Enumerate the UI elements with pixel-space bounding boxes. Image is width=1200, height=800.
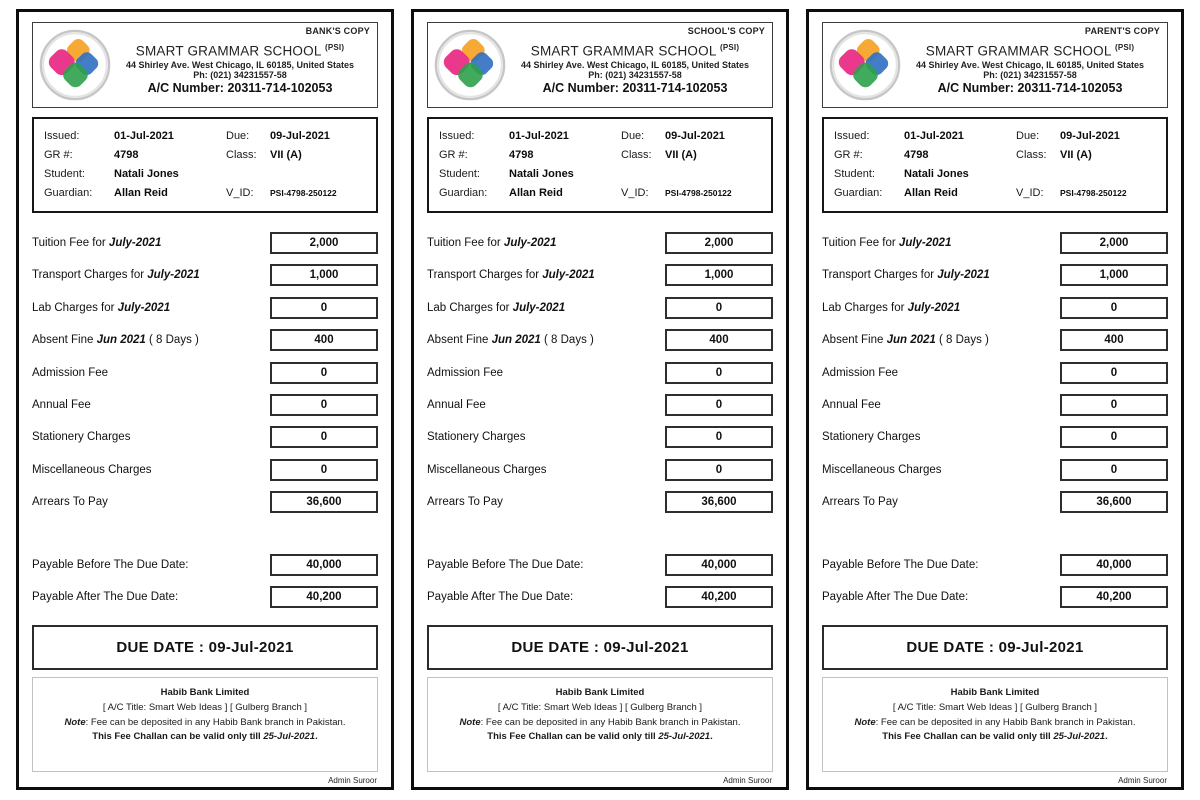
fee-row-stationery (427, 425, 773, 449)
vid-label: V_ID: (621, 186, 649, 199)
fee-amount: 0 (665, 426, 773, 448)
payable-after-amount: 40,200 (665, 586, 773, 608)
payable-after-label: Payable After The Due Date: (822, 590, 969, 603)
fee-label (32, 431, 130, 443)
guardian-name: Allan Reid (114, 186, 168, 199)
school-logo-icon (829, 29, 901, 101)
fee-label-month: July-2021 (108, 237, 162, 249)
fee-label (32, 367, 108, 379)
fee-rows (822, 231, 1168, 523)
fee-amount: 400 (665, 329, 773, 351)
validity-date: 25-Jul-2021 (263, 731, 316, 743)
fee-label-text: Tuition Fee for (822, 237, 899, 249)
fee-amount: 2,000 (270, 232, 378, 254)
guardian-name: Allan Reid (904, 186, 958, 199)
info-row-issued-due (834, 126, 1156, 145)
payable-before-amount: 40,000 (270, 554, 378, 576)
fee-row-arrears (427, 490, 773, 514)
gr-label: GR #: (834, 148, 863, 161)
due-date: 09-Jul-2021 (1060, 129, 1120, 142)
payable-before-label: Payable Before The Due Date: (822, 558, 979, 571)
fee-amount: 0 (1060, 362, 1168, 384)
fee-amount: 36,600 (270, 491, 378, 513)
fee-amount: 0 (270, 394, 378, 416)
info-row-student (834, 164, 1156, 183)
student-name: Natali Jones (509, 167, 574, 180)
fee-label (822, 399, 881, 411)
school-logo-icon (434, 29, 506, 101)
info-row-student (44, 164, 366, 183)
fee-label-month: July-2021 (512, 301, 566, 314)
fee-label (32, 302, 170, 314)
gr-label: GR #: (439, 148, 468, 161)
student-info-box (822, 117, 1168, 213)
payable-after-row (32, 585, 378, 609)
fee-label-month: July-2021 (907, 301, 961, 314)
school-phone: Ph: (021) 34231557-58 (983, 70, 1077, 81)
fee-row-tuition (822, 231, 1168, 255)
fee-label (427, 496, 503, 508)
student-info-box (32, 117, 378, 213)
school-logo-icon (39, 29, 111, 101)
fee-label (822, 302, 960, 314)
fee-label (32, 237, 161, 249)
school-name-suffix: (PSI) (325, 42, 345, 52)
fee-amount: 0 (1060, 394, 1168, 416)
fee-amount: 36,600 (1060, 491, 1168, 513)
voucher-id: PSI-4798-250122 (270, 187, 337, 198)
due-date-banner: DUE DATE : 09-Jul-2021 (822, 625, 1168, 670)
fee-label-text: Miscellaneous Charges (427, 463, 547, 476)
fee-label-month: July-2021 (898, 237, 952, 249)
copy-label: BANK'S COPY (305, 26, 370, 36)
student-label: Student: (834, 167, 875, 180)
fee-label-text: Annual Fee (427, 398, 486, 411)
fee-challan (16, 9, 394, 790)
fee-label-text: Arrears To Pay (32, 496, 108, 509)
info-row-guardian-vid (44, 183, 366, 202)
class-value: VII (A) (1060, 148, 1092, 161)
bank-note-box (32, 677, 378, 772)
school-phone: Ph: (021) 34231557-58 (193, 70, 287, 81)
fee-label-text: Arrears To Pay (427, 496, 503, 509)
vid-label: V_ID: (1016, 186, 1044, 199)
info-row-issued-due (44, 126, 366, 145)
payable-section (32, 553, 378, 618)
payable-after-amount: 40,200 (1060, 586, 1168, 608)
payable-section (427, 553, 773, 618)
fee-row-tuition (32, 231, 378, 255)
fee-label-text: Transport Charges for (32, 269, 148, 282)
bank-name: Habib Bank Limited (555, 687, 645, 699)
fee-label-text: Absent Fine (822, 334, 887, 347)
fee-label-month: July-2021 (147, 269, 200, 282)
fee-label-extra: ( 8 Days ) (540, 334, 594, 347)
student-info-box (427, 117, 773, 213)
fee-label (32, 496, 108, 508)
due-date: 09-Jul-2021 (270, 129, 330, 142)
bank-name: Habib Bank Limited (160, 687, 250, 699)
fee-label (427, 431, 525, 443)
fee-row-transport (822, 263, 1168, 287)
challan-header (32, 22, 378, 108)
school-name-text: SMART GRAMMAR SCHOOL (925, 43, 1112, 59)
fee-row-miscellaneous (427, 458, 773, 482)
fee-row-absent-fine (822, 328, 1168, 352)
payable-after-amount: 40,200 (270, 586, 378, 608)
bank-account-title: [ A/C Title: Smart Web Ideas ] [ Gulberg Branch ] (102, 702, 308, 714)
due-date-banner: DUE DATE : 09-Jul-2021 (427, 625, 773, 670)
fee-row-absent-fine (427, 328, 773, 352)
fee-label (427, 334, 594, 346)
payable-before-amount: 40,000 (665, 554, 773, 576)
school-name (901, 43, 1159, 59)
info-row-guardian-vid (834, 183, 1156, 202)
fee-amount: 0 (665, 394, 773, 416)
class-value: VII (A) (665, 148, 697, 161)
school-account-number: A/C Number: 20311-714-102053 (937, 81, 1123, 96)
fee-label-month: July-2021 (542, 269, 595, 282)
guardian-label: Guardian: (834, 186, 883, 199)
bank-note-box (427, 677, 773, 772)
school-name-text: SMART GRAMMAR SCHOOL (135, 43, 322, 59)
fee-label-month: July-2021 (503, 237, 557, 249)
gr-label: GR #: (44, 148, 73, 161)
due-label: Due: (621, 129, 645, 142)
fee-amount: 1,000 (1060, 264, 1168, 286)
fee-label (427, 399, 486, 411)
due-label: Due: (1016, 129, 1040, 142)
fee-label (822, 464, 942, 476)
student-label: Student: (44, 167, 85, 180)
fee-label-text: Lab Charges for (427, 301, 513, 314)
student-label: Student: (439, 167, 480, 180)
payable-after-label: Payable After The Due Date: (427, 590, 574, 603)
fee-label-text: Stationery Charges (32, 431, 131, 444)
class-label: Class: (621, 148, 652, 161)
fee-row-admission (32, 361, 378, 385)
fee-label-month: Jun 2021 (886, 334, 936, 347)
fee-label (32, 269, 200, 281)
guardian-label: Guardian: (44, 186, 93, 199)
fee-amount: 0 (270, 459, 378, 481)
fee-row-admission (822, 361, 1168, 385)
fee-challan (411, 9, 789, 790)
note-label: Note (64, 716, 86, 728)
fee-label-text: Transport Charges for (427, 269, 543, 282)
fee-amount: 0 (270, 297, 378, 319)
fee-amount: 2,000 (665, 232, 773, 254)
validity-date: 25-Jul-2021 (1053, 731, 1106, 743)
note-text: : Fee can be deposited in any Habib Bank branch in Pakistan. (480, 716, 741, 728)
voucher-id: PSI-4798-250122 (665, 187, 732, 198)
bank-account-title: [ A/C Title: Smart Web Ideas ] [ Gulberg Branch ] (497, 702, 703, 714)
due-date: 09-Jul-2021 (665, 129, 725, 142)
fee-label-text: Lab Charges for (822, 301, 908, 314)
fee-label-text: Stationery Charges (427, 431, 526, 444)
school-account-number: A/C Number: 20311-714-102053 (147, 81, 333, 96)
school-header-text (111, 35, 369, 96)
fee-row-miscellaneous (32, 458, 378, 482)
fee-label-month: Jun 2021 (96, 334, 146, 347)
admin-signature: Admin Suroor (328, 776, 377, 786)
guardian-name: Allan Reid (509, 186, 563, 199)
fee-label-text: Admission Fee (822, 366, 899, 379)
fee-amount: 0 (665, 297, 773, 319)
fee-label (822, 237, 951, 249)
payable-before-row (822, 553, 1168, 577)
info-row-gr-class (834, 145, 1156, 164)
payable-after-row (822, 585, 1168, 609)
fee-row-lab (822, 296, 1168, 320)
fee-label-text: Absent Fine (427, 334, 492, 347)
fee-row-transport (427, 263, 773, 287)
fee-label-month: Jun 2021 (491, 334, 541, 347)
validity-period: . (710, 731, 713, 743)
payable-before-row (427, 553, 773, 577)
school-header-text (901, 35, 1159, 96)
class-value: VII (A) (270, 148, 302, 161)
fee-label-text: Absent Fine (32, 334, 97, 347)
info-row-gr-class (439, 145, 761, 164)
gr-number: 4798 (509, 148, 534, 161)
fee-amount: 0 (1060, 297, 1168, 319)
fee-label (427, 464, 547, 476)
note-label: Note (854, 716, 876, 728)
fee-label (822, 496, 898, 508)
fee-amount: 0 (665, 459, 773, 481)
school-name-suffix: (PSI) (720, 42, 740, 52)
fee-label (427, 302, 565, 314)
class-label: Class: (1016, 148, 1047, 161)
validity-note (827, 730, 1163, 745)
info-row-student (439, 164, 761, 183)
validity-note (37, 730, 373, 745)
voucher-id: PSI-4798-250122 (1060, 187, 1127, 198)
admin-signature: Admin Suroor (1118, 776, 1167, 786)
fee-amount: 0 (270, 362, 378, 384)
fee-label-extra: ( 8 Days ) (935, 334, 989, 347)
school-name-suffix: (PSI) (1115, 42, 1135, 52)
payable-before-row (32, 553, 378, 577)
validity-period: . (1105, 731, 1108, 743)
fee-amount: 400 (1060, 329, 1168, 351)
validity-period: . (315, 731, 318, 743)
fee-row-miscellaneous (822, 458, 1168, 482)
student-name: Natali Jones (904, 167, 969, 180)
payable-before-label: Payable Before The Due Date: (427, 558, 584, 571)
fee-label (822, 367, 898, 379)
challan-header (822, 22, 1168, 108)
due-label: Due: (226, 129, 250, 142)
fee-label (32, 464, 152, 476)
fee-row-absent-fine (32, 328, 378, 352)
school-address: 44 Shirley Ave. West Chicago, IL 60185, United States (125, 60, 355, 71)
issued-label: Issued: (834, 129, 870, 142)
fee-row-annual (822, 393, 1168, 417)
validity-date: 25-Jul-2021 (658, 731, 711, 743)
payable-after-row (427, 585, 773, 609)
copy-label: SCHOOL'S COPY (687, 26, 765, 36)
fee-label-text: Miscellaneous Charges (32, 463, 152, 476)
gr-number: 4798 (904, 148, 929, 161)
fee-label (427, 237, 556, 249)
school-name (111, 43, 369, 59)
fee-amount: 400 (270, 329, 378, 351)
fee-amount: 0 (270, 426, 378, 448)
fee-label (822, 431, 920, 443)
due-date-banner: DUE DATE : 09-Jul-2021 (32, 625, 378, 670)
school-name (506, 43, 764, 59)
payable-before-label: Payable Before The Due Date: (32, 558, 189, 571)
validity-note (432, 730, 768, 745)
payable-before-amount: 40,000 (1060, 554, 1168, 576)
fee-label-text: Admission Fee (427, 366, 504, 379)
fee-label (32, 399, 91, 411)
fee-label (427, 367, 503, 379)
school-name-text: SMART GRAMMAR SCHOOL (530, 43, 717, 59)
class-label: Class: (226, 148, 257, 161)
issued-date: 01-Jul-2021 (904, 129, 964, 142)
fee-label (822, 334, 989, 346)
gr-number: 4798 (114, 148, 139, 161)
fee-amount: 0 (665, 362, 773, 384)
fee-row-stationery (32, 425, 378, 449)
fee-row-lab (427, 296, 773, 320)
fee-label-text: Lab Charges for (32, 301, 118, 314)
fee-label-month: July-2021 (937, 269, 990, 282)
school-phone: Ph: (021) 34231557-58 (588, 70, 682, 81)
fee-row-arrears (32, 490, 378, 514)
school-address: 44 Shirley Ave. West Chicago, IL 60185, United States (915, 60, 1145, 71)
fee-amount: 0 (1060, 426, 1168, 448)
info-row-issued-due (439, 126, 761, 145)
fee-row-tuition (427, 231, 773, 255)
fee-amount: 1,000 (665, 264, 773, 286)
note-text: : Fee can be deposited in any Habib Bank branch in Pakistan. (85, 716, 346, 728)
issued-date: 01-Jul-2021 (509, 129, 569, 142)
fee-rows (32, 231, 378, 523)
school-account-number: A/C Number: 20311-714-102053 (542, 81, 728, 96)
copy-label: PARENT'S COPY (1084, 26, 1160, 36)
fee-rows (427, 231, 773, 523)
issued-date: 01-Jul-2021 (114, 129, 174, 142)
vid-label: V_ID: (226, 186, 254, 199)
note-text: : Fee can be deposited in any Habib Bank branch in Pakistan. (875, 716, 1136, 728)
validity-text: This Fee Challan can be valid only till (487, 731, 659, 743)
fee-row-lab (32, 296, 378, 320)
guardian-label: Guardian: (439, 186, 488, 199)
fee-row-admission (427, 361, 773, 385)
deposit-note (827, 716, 1163, 731)
fee-row-stationery (822, 425, 1168, 449)
deposit-note (432, 716, 768, 731)
student-name: Natali Jones (114, 167, 179, 180)
payable-after-label: Payable After The Due Date: (32, 590, 179, 603)
fee-label (427, 269, 595, 281)
admin-signature: Admin Suroor (723, 776, 772, 786)
fee-label (32, 334, 199, 346)
fee-row-transport (32, 263, 378, 287)
fee-label-text: Annual Fee (822, 398, 881, 411)
fee-label-text: Annual Fee (32, 398, 91, 411)
fee-label-text: Arrears To Pay (822, 496, 898, 509)
fee-amount: 2,000 (1060, 232, 1168, 254)
info-row-gr-class (44, 145, 366, 164)
fee-row-arrears (822, 490, 1168, 514)
fee-label-text: Transport Charges for (822, 269, 938, 282)
fee-label-text: Tuition Fee for (427, 237, 504, 249)
fee-amount: 36,600 (665, 491, 773, 513)
fee-amount: 1,000 (270, 264, 378, 286)
fee-label-text: Admission Fee (32, 366, 109, 379)
fee-label-text: Stationery Charges (822, 431, 921, 444)
fee-label-text: Miscellaneous Charges (822, 463, 942, 476)
fee-row-annual (32, 393, 378, 417)
validity-text: This Fee Challan can be valid only till (882, 731, 1054, 743)
fee-label-extra: ( 8 Days ) (145, 334, 199, 347)
info-row-guardian-vid (439, 183, 761, 202)
bank-account-title: [ A/C Title: Smart Web Ideas ] [ Gulberg Branch ] (892, 702, 1098, 714)
school-address: 44 Shirley Ave. West Chicago, IL 60185, United States (520, 60, 750, 71)
deposit-note (37, 716, 373, 731)
fee-amount: 0 (1060, 459, 1168, 481)
fee-label (822, 269, 990, 281)
note-label: Note (459, 716, 481, 728)
fee-label-text: Tuition Fee for (32, 237, 109, 249)
fee-challan (806, 9, 1184, 790)
bank-name: Habib Bank Limited (950, 687, 1040, 699)
issued-label: Issued: (44, 129, 80, 142)
challan-header (427, 22, 773, 108)
school-header-text (506, 35, 764, 96)
fee-row-annual (427, 393, 773, 417)
bank-note-box (822, 677, 1168, 772)
payable-section (822, 553, 1168, 618)
issued-label: Issued: (439, 129, 475, 142)
validity-text: This Fee Challan can be valid only till (92, 731, 264, 743)
fee-label-month: July-2021 (117, 301, 171, 314)
